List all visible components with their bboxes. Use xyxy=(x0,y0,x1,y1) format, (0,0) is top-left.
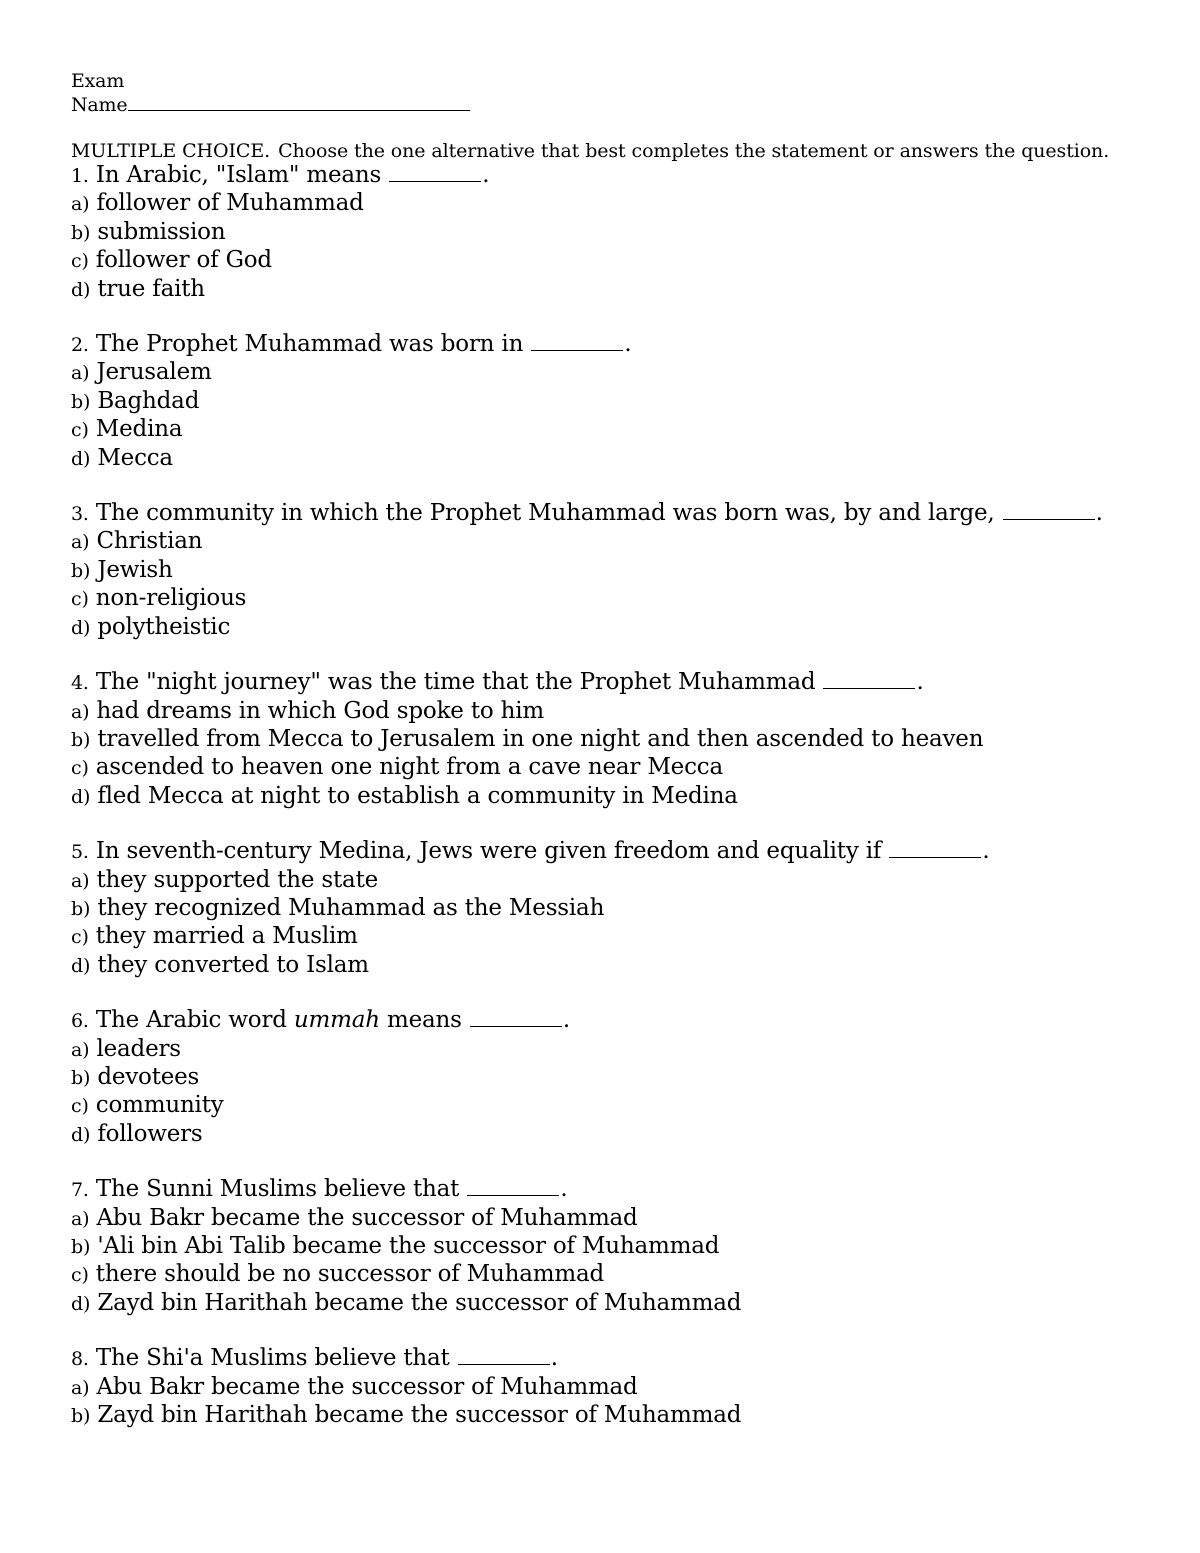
option-letter: b) xyxy=(71,1236,91,1258)
question-4 xyxy=(71,669,1131,811)
option-text: true faith xyxy=(97,275,205,302)
option-letter: b) xyxy=(71,897,91,920)
option-d xyxy=(71,614,1131,642)
option-letter: a) xyxy=(71,1207,90,1230)
option-text: followers xyxy=(97,1120,203,1147)
option-text: fled Mecca at night to establish a community in Medina xyxy=(97,782,738,809)
question-8 xyxy=(71,1345,1131,1430)
option-d xyxy=(71,1121,1131,1149)
option-b xyxy=(71,557,1131,585)
instructions-text: Choose the one alternative that best completes the statement or answers the question. xyxy=(278,140,1110,162)
option-a xyxy=(71,1036,1131,1064)
option-text: submission xyxy=(97,218,226,245)
name-label: Name xyxy=(71,94,128,116)
option-c xyxy=(71,923,1131,951)
question-text: The Sunni Muslims believe that xyxy=(95,1176,460,1203)
question-text: In Arabic, "Islam" means xyxy=(95,162,382,188)
answer-blank xyxy=(889,839,981,858)
option-c xyxy=(71,754,1131,782)
option-a xyxy=(71,867,1131,895)
option-letter: c) xyxy=(71,588,89,611)
question-6 xyxy=(71,1007,1131,1149)
option-c xyxy=(71,1092,1131,1120)
option-letter: a) xyxy=(71,193,90,216)
option-a xyxy=(71,190,1131,218)
option-b xyxy=(71,726,1131,754)
option-text: Jewish xyxy=(97,556,173,583)
question-text: The "night journey" was the time that the Prophet Muhammad xyxy=(95,669,816,696)
option-text: they supported the state xyxy=(96,866,379,893)
option-c xyxy=(71,585,1131,613)
answer-blank xyxy=(1003,501,1095,520)
option-letter: b) xyxy=(71,559,91,582)
question-text-middle: means xyxy=(387,1007,462,1034)
option-c xyxy=(71,247,1131,275)
question-stem xyxy=(71,1345,1131,1373)
option-letter: b) xyxy=(71,390,91,413)
question-number: 2. xyxy=(71,334,89,357)
option-text: travelled from Mecca to Jerusalem in one night and then ascended to heaven xyxy=(97,725,984,752)
option-text: follower of God xyxy=(95,247,272,274)
option-text: they recognized Muhammad as the Messiah xyxy=(97,894,605,921)
option-d xyxy=(71,276,1131,304)
question-number: 6. xyxy=(71,1010,89,1033)
option-b xyxy=(71,1064,1131,1092)
question-stem xyxy=(71,838,1131,866)
question-stem xyxy=(71,162,1131,190)
option-text: they married a Muslim xyxy=(95,923,358,950)
question-end: . xyxy=(562,1007,570,1034)
question-3 xyxy=(71,500,1131,642)
exam-title: Exam xyxy=(71,70,125,92)
question-7 xyxy=(71,1176,1131,1318)
instructions-label: MULTIPLE CHOICE. xyxy=(71,140,271,162)
question-stem xyxy=(71,331,1131,359)
option-b xyxy=(71,1233,1131,1261)
option-letter: d) xyxy=(71,616,91,639)
option-letter: b) xyxy=(71,221,91,244)
question-text: The Arabic word xyxy=(95,1007,287,1034)
answer-blank xyxy=(531,332,623,351)
option-letter: c) xyxy=(71,1264,89,1287)
option-letter: c) xyxy=(71,1095,89,1118)
option-c xyxy=(71,416,1131,444)
question-stem xyxy=(71,500,1131,528)
option-text: Christian xyxy=(96,528,203,555)
question-end: . xyxy=(916,669,924,696)
option-text: Medina xyxy=(95,416,183,443)
option-letter: d) xyxy=(71,785,91,808)
question-number: 8. xyxy=(71,1348,89,1371)
option-text: Baghdad xyxy=(97,387,200,414)
option-c xyxy=(71,1261,1131,1289)
question-stem xyxy=(71,669,1131,697)
option-a xyxy=(71,359,1131,387)
exam-page xyxy=(71,70,1131,1430)
option-a xyxy=(71,1374,1131,1402)
question-1 xyxy=(71,162,1131,304)
option-text: non-religious xyxy=(95,585,247,612)
option-letter: d) xyxy=(71,278,91,301)
option-letter: a) xyxy=(71,700,90,723)
option-d xyxy=(71,1290,1131,1318)
instructions xyxy=(71,140,1131,162)
question-number: 7. xyxy=(71,1179,89,1202)
option-b xyxy=(71,1402,1131,1430)
option-letter: a) xyxy=(71,362,90,385)
question-end: . xyxy=(482,162,490,188)
option-b xyxy=(71,895,1131,923)
answer-blank xyxy=(389,163,481,182)
option-a xyxy=(71,528,1131,556)
question-text: The community in which the Prophet Muhammad was born was, by and large, xyxy=(95,500,995,527)
option-text: Jerusalem xyxy=(96,359,212,386)
option-letter: d) xyxy=(71,447,91,470)
question-number: 3. xyxy=(71,503,89,526)
option-letter: a) xyxy=(71,869,90,892)
question-end: . xyxy=(560,1176,568,1203)
option-letter: c) xyxy=(71,419,89,442)
option-text: Zayd bin Harithah became the successor of Muhammad xyxy=(97,1289,742,1316)
option-letter: a) xyxy=(71,531,90,554)
option-text: Mecca xyxy=(97,444,173,471)
question-stem xyxy=(71,1176,1131,1204)
answer-blank xyxy=(467,1177,559,1196)
option-d xyxy=(71,445,1131,473)
question-end: . xyxy=(1095,500,1103,527)
option-letter: a) xyxy=(71,1376,90,1399)
option-text: Abu Bakr became the successor of Muhammad xyxy=(96,1204,638,1231)
name-blank-line xyxy=(128,93,470,111)
question-end: . xyxy=(982,838,990,865)
name-row xyxy=(71,93,1131,117)
option-text: there should be no successor of Muhammad xyxy=(95,1261,605,1288)
question-end: . xyxy=(624,331,632,358)
option-text: follower of Muhammad xyxy=(96,190,364,217)
option-letter: d) xyxy=(71,954,91,977)
option-text: polytheistic xyxy=(97,613,231,640)
option-letter: b) xyxy=(71,1405,91,1428)
question-end: . xyxy=(550,1345,558,1372)
option-text: they converted to Islam xyxy=(97,951,369,978)
option-d xyxy=(71,783,1131,811)
option-text: Abu Bakr became the successor of Muhammad xyxy=(96,1373,638,1400)
option-letter: a) xyxy=(71,1038,90,1061)
option-letter: d) xyxy=(71,1123,91,1146)
question-stem xyxy=(71,1007,1131,1035)
option-b xyxy=(71,388,1131,416)
question-number: 5. xyxy=(71,841,89,864)
question-number: 4. xyxy=(71,672,89,695)
option-letter: c) xyxy=(71,757,89,780)
option-letter: c) xyxy=(71,926,89,949)
option-a xyxy=(71,698,1131,726)
option-text: leaders xyxy=(96,1035,181,1062)
question-text: In seventh-century Medina, Jews were given freedom and equality if xyxy=(95,838,882,865)
answer-blank xyxy=(470,1008,562,1027)
question-text: The Shi'a Muslims believe that xyxy=(95,1345,450,1372)
option-letter: b) xyxy=(71,1066,91,1089)
option-text: devotees xyxy=(97,1063,200,1090)
answer-blank xyxy=(458,1346,550,1365)
option-letter: b) xyxy=(71,728,91,751)
answer-blank xyxy=(823,670,915,689)
option-letter: d) xyxy=(71,1292,91,1315)
question-2 xyxy=(71,331,1131,473)
option-text: Zayd bin Harithah became the successor of Muhammad xyxy=(97,1402,742,1429)
option-text: ascended to heaven one night from a cave near Mecca xyxy=(95,754,723,781)
option-text: community xyxy=(95,1092,224,1119)
option-letter: c) xyxy=(71,250,89,273)
question-5 xyxy=(71,838,1131,980)
question-number: 1. xyxy=(71,165,89,187)
option-d xyxy=(71,952,1131,980)
option-a xyxy=(71,1205,1131,1233)
question-text: The Prophet Muhammad was born in xyxy=(95,331,524,358)
option-b xyxy=(71,219,1131,247)
option-text: 'Ali bin Abi Talib became the successor of Muhammad xyxy=(97,1233,720,1259)
question-italic-term: ummah xyxy=(293,1007,380,1034)
option-text: had dreams in which God spoke to him xyxy=(96,697,545,724)
